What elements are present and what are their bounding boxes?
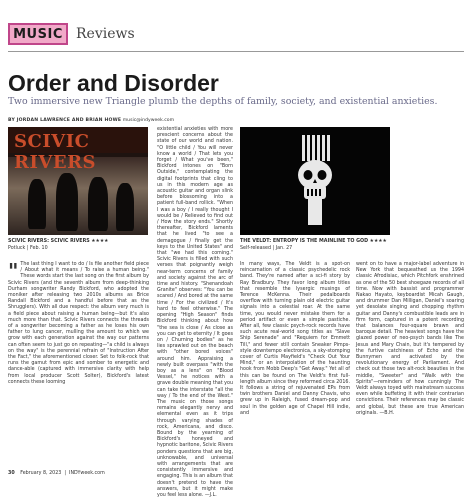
- section-label: MUSIC: [8, 23, 68, 45]
- site-name: INDYweek.com: [69, 471, 105, 476]
- album-cover-scivic-rivers: [8, 127, 148, 235]
- page-number: 30: [8, 471, 15, 476]
- article-deck: Two immersive new Triangle plumb the depths of family, society, and existential anxieties.: [8, 96, 438, 107]
- drop-cap: ": [8, 259, 19, 283]
- album1-caption-meta: Potluck | Feb. 10: [8, 246, 48, 251]
- article-column-2: [157, 127, 233, 498]
- album-cover-the-veldt: [240, 127, 390, 235]
- article-title: Order and Disorder: [8, 70, 219, 96]
- section-sublabel: Reviews: [76, 26, 135, 42]
- page-footer: 30 February 8, 2023 | INDYweek.com: [8, 471, 105, 476]
- article-byline: [8, 118, 174, 123]
- column-3-text: In many ways, The Veldt is a spot-on reincarnation of a classic psychedelic rock band. They're named after a sci-fi story by Ray Bradbury. They favor long album titles that resemble the lysergic musings of Terence McKenna. Their pedalboards overflow with turning plain old electric guitar signals into a celestial roar. At the same time, you would never mistake them for a period artifact or even a simple pastiche. After all, few classic psych-rock records have such acute real-world song titles as "Slave Ship Serenade" and "Requiem for Emmett Till," and fewer still contain Sneaker Pimps-style downtempo electronica, a sky-stomping cover of Curtis Mayfield's "Check Out Your Mind," or an interpolation of the haunting hook from Mobb Deep's "Get Away." Yet all of this can be found on The Veldt's first full-length album since they reformed circa 2016. It follows a string of rejuvenated EPs from twin brothers Daniel and Danny Chavis, who grew up in Raleigh, fused dream-pop and soul in the golden age of Chapel Hill indie, and: [240, 262, 350, 416]
- album2-caption-title: THE VELDT: ENTROPY IS THE MAINLINE TO GOD: [240, 239, 369, 244]
- column-1-text: The last thing I want to do / Is file another field piece / About what it means / To raise a human being." These words start the last song on the first album by Scivic Rivers (and the seventh album from deep-thinking Durham songwriter Randy Bickford, who adopted the moniker after releasing two 2010s albums as Brice Randall Bickford and a handful before that as the Shrugglers). With all due respect: the album very much is a field piece about raising a human being—but it's also much more than that. Scivic Rivers connects the threads of a songwriter becoming a father as he loses his own father to lung cancer, mulling the amount to which we grow with each generation against the way our patterns can often seem to just go on repeating—"a child is always on the way" is the perennial refrain of "Instruction After the Fact," the aforementioned closer. Set to folk-rock that runs the gamut from epic and somber to energetic and dance-able (captured with immersive clarity with help from local producer Scott Solter), Bickford's latest connects these looming: [8, 262, 149, 385]
- column-4-text: went on to have a major-label adventure in New York that bequeathed us the 1994 classic Afrodisiac, which Pitchfork enshrined as one of the 50 best shoegaze records of all time. Now with bassist and programmer Nakao Hayato, keyboardist Micah Gaugh, and drummer Dan Milligan, Daniel's soaring yet desolate singing and chopping rhythm guitar and Danny's combustible leads are in firm form, captured in a potent recording that balances four-square brawn and baroque detail. The heaviest songs have the glazed power of neo-psych bands like The Jesus and Mary Chain, but it's tempered by the furtive catchiness of Echo and the Bunnymen and activated by the revolutionary energy of Parliament. And check out those two alt-rock beauties in the middle, "Sweeter" and "Walk with the Spirits"—reminders of how cunningly The Veldt always toyed with mainstream success even while buffeting it with their contrarian convictions. Their references may be classic and global, but these are true American originals. —B.H.: [356, 262, 464, 416]
- album2-rating-stars: ★★★★: [369, 239, 387, 244]
- cover-figure: [88, 177, 108, 231]
- header-rule: [8, 51, 464, 52]
- article-column-3: [240, 262, 350, 467]
- album1-rating-stars: ★★★★: [91, 239, 109, 244]
- cover-figure: [28, 179, 46, 229]
- byline-authors: BY JORDAN LAWRENCE AND BRIAN HOWE: [8, 118, 122, 123]
- cover-figure: [116, 183, 134, 231]
- album2-caption-meta: Self-released | Jan. 27: [240, 246, 293, 251]
- byline-email: music@indyweek.com: [122, 118, 175, 123]
- cover-title-text: SCIVIC RIVERS: [14, 131, 97, 173]
- album1-caption-title: SCIVIC RIVERS: SCIVIC RIVERS: [8, 239, 90, 244]
- column-2-text: existential anxieties with more prescient concerns about the state of our world and nation. "O little child / You will never know a world / That lets you forget / What you've been," Bickford intones on "Born Outside," contemplating the digital footprints that cling to us in this modern age as acoustic guitar and organ slink before blossoming into a patient full-band rollick. "When I was a boy / I really thought I would be / Relieved to find out / How the story ends." Shortly thereafter, Bickford laments that he lived "to see a demagogue / finally get the keys to the United States" and that "we had this coming." Scivic Rivers is filled with such verses that poignantly weigh near-term concerns of family and society against the arc of time and history. "Shenandoah Granite" observes: "You can be scared / And bored at the same time / For the civilized / It's hard to feel otherwise." The opening "High Season" finds Bickford thinking about how "the sea is close / As close as you can get to eternity / It goes on / Churning bodies" as he lies sprawled out on the beach with "other bored voices" around him. Appraising a newly built overpass "with the boy as a lens" on "Blood Vessel," he notices with a grave double meaning that you can take the interstate "all the way / To the end of the West." The music on those songs remains elegantly nervy and elemental even as it trips through varying shades of rock, Americana, and disco. Bound by the yearning of Bickford's honeyed and hypnotic baritone, Scivic Rivers ponders questions that are big, unknowable, and universal with arrangements that are consistently immersive and engaging. This is an album that doesn't pretend to have the answers, but it might make you feel less alone. —J.L.: [157, 127, 233, 498]
- article-column-1: [8, 259, 149, 467]
- article-column-4: [356, 262, 464, 467]
- section-header: [8, 23, 135, 45]
- album1-caption: [8, 238, 148, 252]
- issue-date: February 8, 2023: [20, 471, 62, 476]
- cover-figure: [56, 173, 78, 231]
- album2-caption: [240, 238, 390, 252]
- skull-comb-art: [240, 127, 390, 235]
